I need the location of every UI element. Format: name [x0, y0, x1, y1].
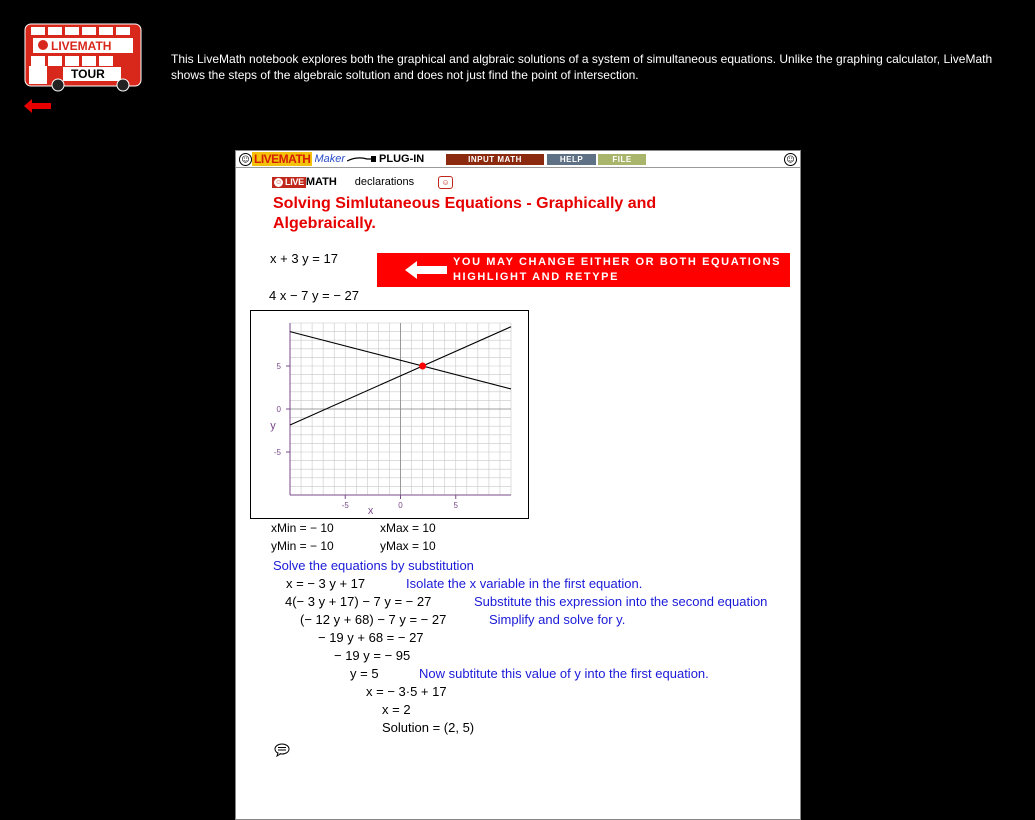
graph-plot[interactable] [251, 311, 528, 518]
intro-text: This LiveMath notebook explores both the graphical and algbraic solutions of a system of simultaneous equations. Unlike the graphing calculator, LiveMath shows the steps of the algebraic soltution and does not just find the point of intersection. [171, 52, 993, 82]
logo-livemath: LIVEMATH [254, 152, 311, 166]
solve-header: Solve the equations by substitution [273, 558, 474, 573]
plugin-toolbar [236, 151, 800, 168]
tab-help[interactable]: HELP [547, 154, 596, 165]
ymax-value[interactable]: yMax = 10 [380, 539, 436, 553]
step-x-value: x = 2 [382, 702, 411, 717]
x-tick-label: -5 [341, 501, 349, 510]
y-tick-label: -5 [273, 448, 281, 457]
xmin-value[interactable]: xMin = − 10 [271, 521, 334, 535]
equation-1[interactable]: x + 3 y = 17 [270, 251, 338, 266]
plug-cord-icon [347, 155, 377, 163]
plug-in-label: PLUG-IN [379, 153, 425, 165]
banner-line-1: YOU MAY CHANGE EITHER OR BOTH EQUATIONS [453, 256, 782, 268]
back-arrow-icon[interactable] [24, 98, 52, 114]
plugin-corner-right-icon[interactable]: ☺ [784, 153, 797, 166]
banner-line-2: HIGHLIGHT AND RETYPE [453, 271, 620, 283]
x-tick-label: 0 [398, 501, 403, 510]
declarations-label[interactable]: declarations [354, 176, 415, 188]
step-y-value: y = 5 [350, 666, 379, 681]
x-tick-label: 5 [453, 501, 458, 510]
note-simplify: Simplify and solve for y. [489, 612, 626, 627]
y-tick-label: 5 [276, 362, 281, 371]
bus-tour-text: TOUR [71, 67, 105, 81]
intersection-point [419, 363, 426, 370]
step-expand: (− 12 y + 68) − 7 y = − 27 [300, 612, 447, 627]
left-arrow-icon [405, 261, 447, 279]
y-tick-label: 0 [276, 405, 281, 414]
notebook-title: Solving Simlutaneous Equations - Graphically and Algebraically. [273, 195, 657, 232]
step-substitute: 4(− 3 y + 17) − 7 y = − 27 [285, 594, 432, 609]
bus-brand-text: LIVEMATH [51, 39, 112, 53]
tab-file[interactable]: FILE [598, 154, 646, 165]
livemath-badge-math: MATH [305, 176, 337, 188]
livemath-maker-logo [252, 153, 424, 165]
x-axis-label: x [367, 505, 374, 517]
ymin-value[interactable]: yMin = − 10 [271, 539, 334, 553]
livemath-plugin-panel [235, 150, 801, 820]
declarations-toggle-icon[interactable]: ☺ [438, 176, 453, 189]
step-isolate-x: x = − 3 y + 17 [286, 576, 366, 591]
comment-bubble-icon[interactable] [274, 743, 290, 757]
note-back-substitute: Now subtitute this value of y into the first equation. [419, 666, 709, 681]
step-combine: − 19 y + 68 = − 27 [318, 630, 424, 645]
graph-panel[interactable] [250, 310, 529, 519]
xmax-value[interactable]: xMax = 10 [380, 521, 436, 535]
livemath-tour-bus-logo[interactable] [23, 22, 145, 92]
declarations-row [272, 175, 453, 189]
step-x-substituted: x = − 3·5 + 17 [366, 684, 447, 699]
logo-maker: Maker [314, 153, 346, 165]
livemath-badge-text: LIVE [285, 177, 304, 187]
y-axis-label: y [270, 419, 276, 432]
equation-2[interactable]: 4 x − 7 y = − 27 [269, 288, 359, 303]
solution: Solution = (2, 5) [382, 720, 475, 735]
note-substitute: Substitute this expression into the second equation [474, 594, 768, 609]
livemath-badge [272, 177, 306, 188]
plugin-corner-left-icon[interactable]: ☺ [239, 153, 252, 166]
instruction-banner [377, 253, 790, 287]
step-subtract: − 19 y = − 95 [334, 648, 411, 663]
note-isolate-x: Isolate the x variable in the first equation. [406, 576, 643, 591]
tab-input-math[interactable]: INPUT MATH [446, 154, 544, 165]
livemath-badge-icon: ☺ [275, 178, 282, 186]
